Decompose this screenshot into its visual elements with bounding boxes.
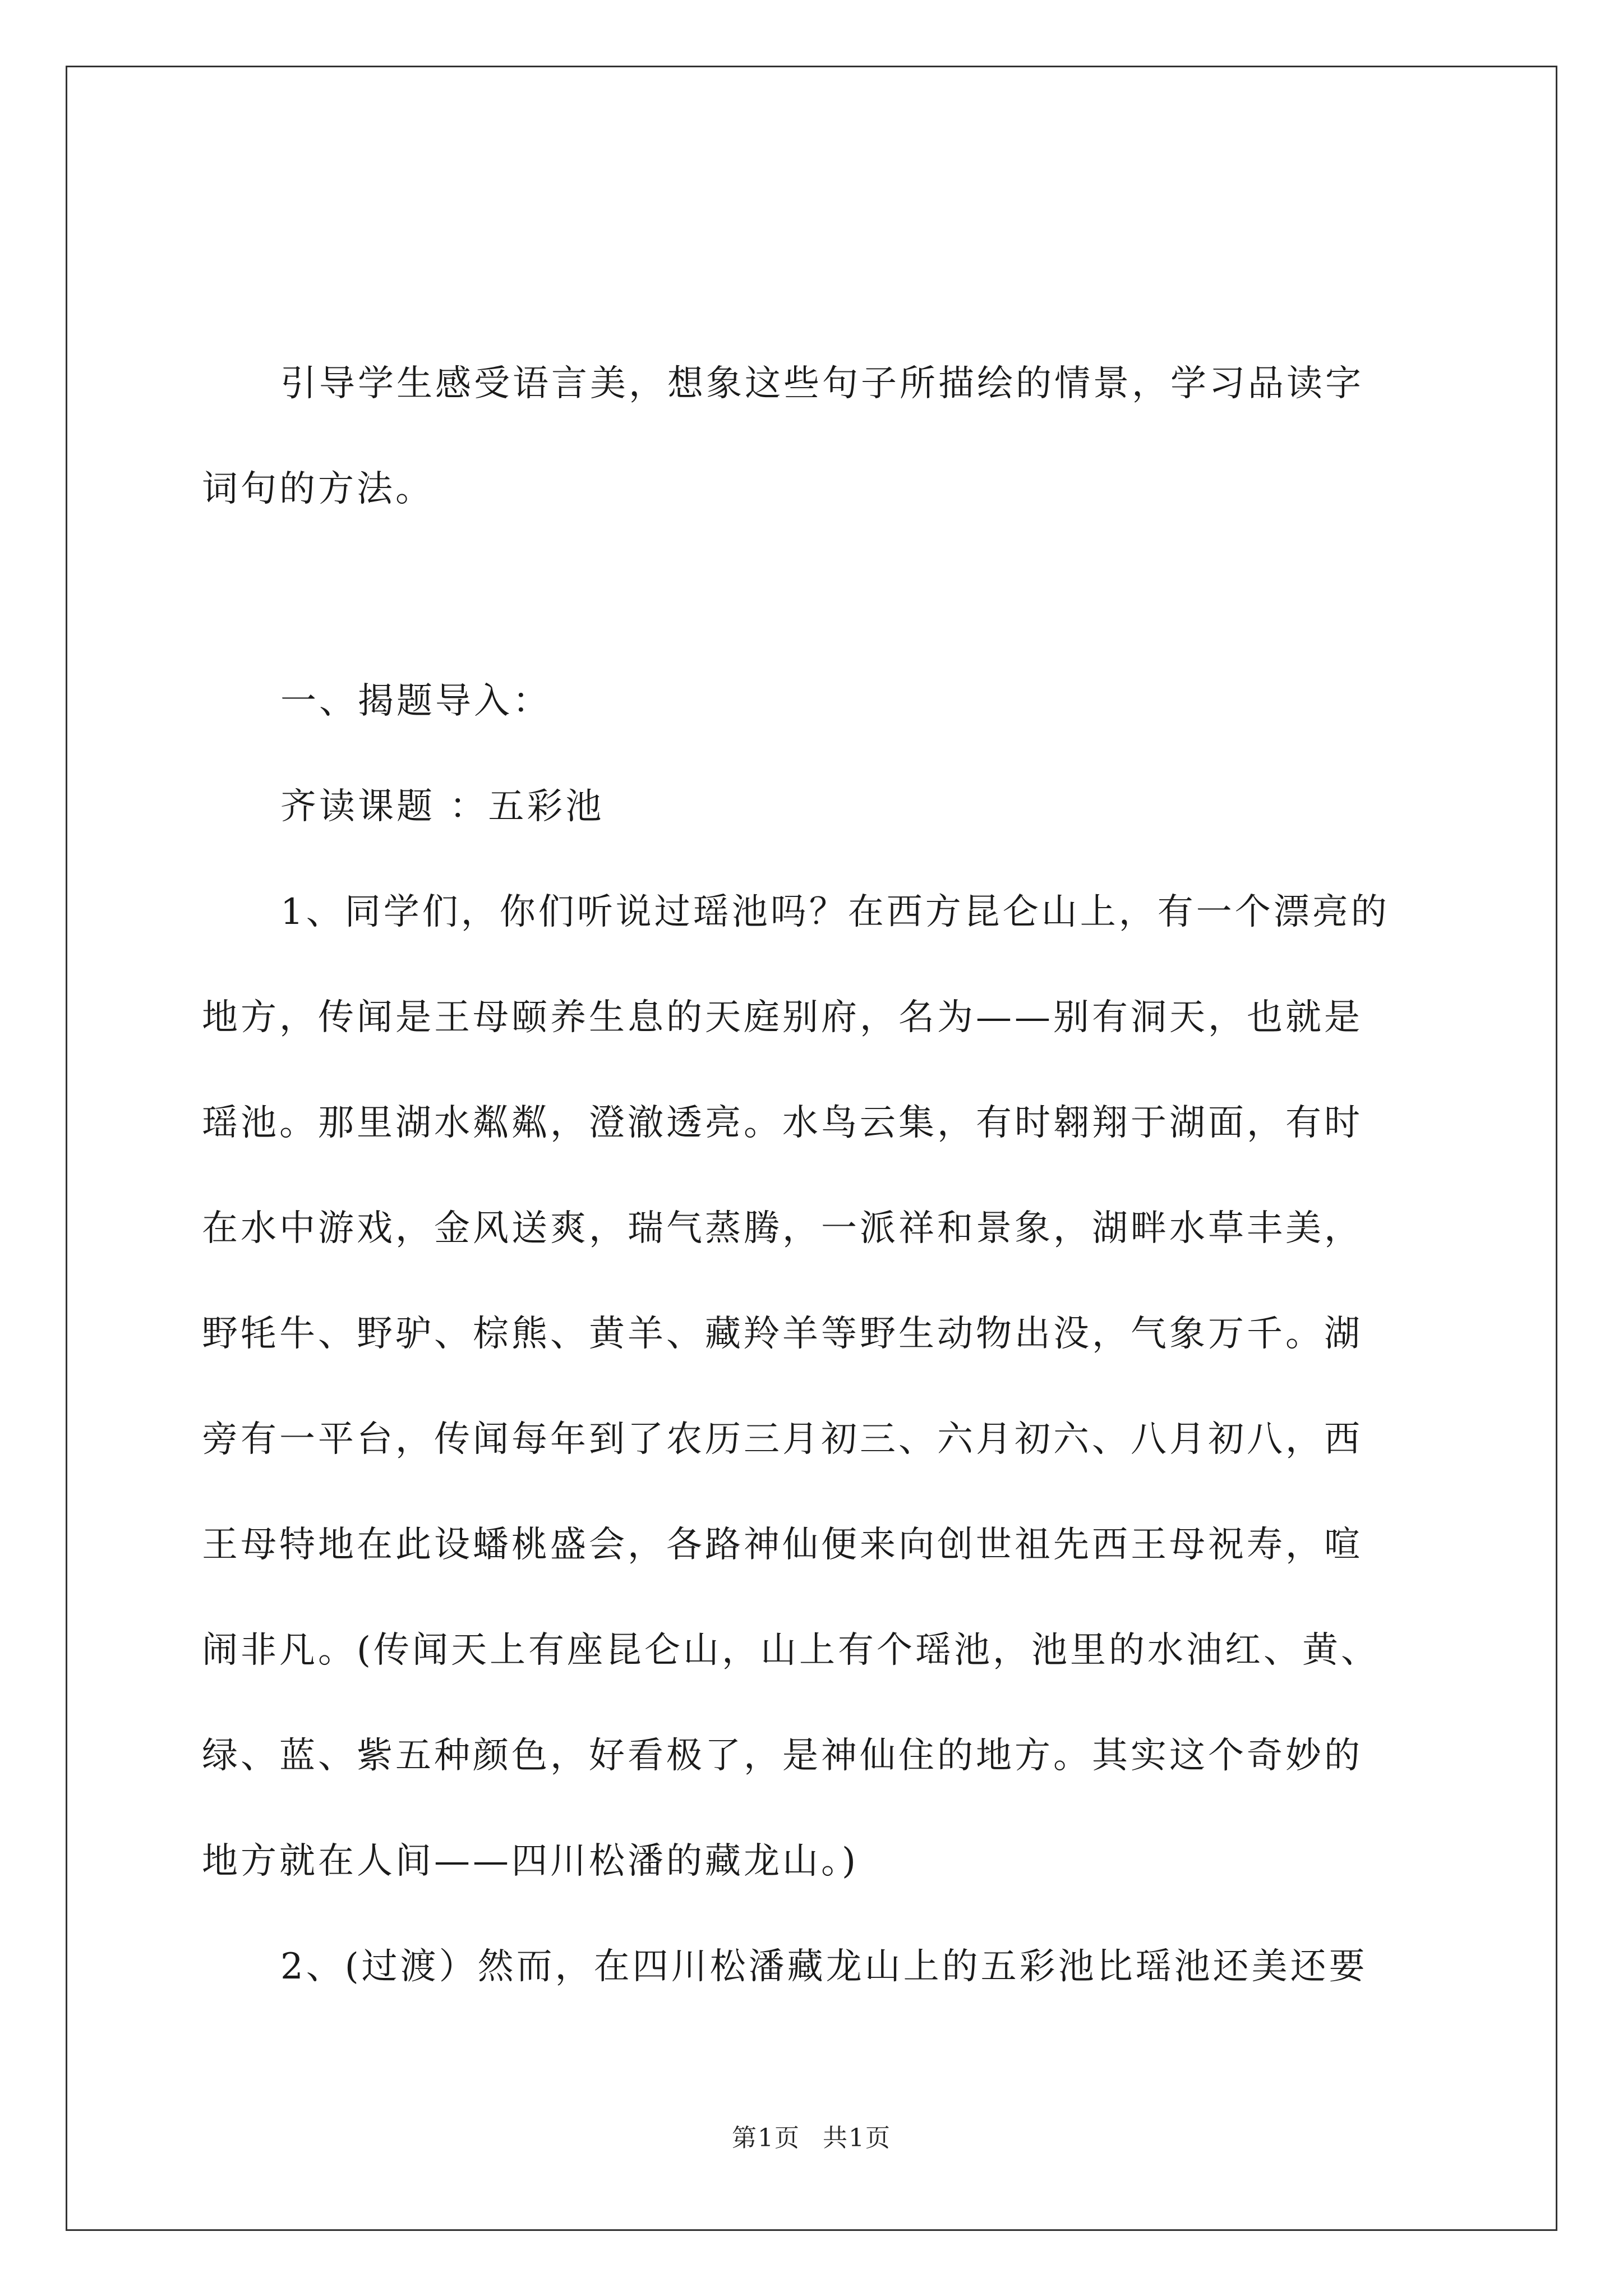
section-heading (202, 648, 1424, 754)
spacer (202, 542, 1424, 648)
page-number-total: 共1页 (823, 2124, 891, 2152)
intro-paragraph (202, 331, 1424, 542)
paragraph-line: 瑶池。那里湖水粼粼，澄澈透亮。水鸟云集，有时翱翔于湖面，有时 (202, 1102, 1363, 1144)
paragraph-2 (202, 1914, 1424, 2019)
paragraph-line: 词句的方法。 (202, 468, 434, 510)
paragraph-line: 2、(过渡）然而，在四川松潘藏龙山上的五彩池比瑶池还美还要 (280, 1946, 1368, 1987)
paragraph-line: 绿、蓝、紫五种颜色，好看极了，是神仙住的地方。其实这个奇妙的 (202, 1735, 1363, 1777)
paragraph-line: 引导学生感受语言美，想象这些句子所描绘的情景，学习品读字 (280, 363, 1364, 404)
reading-title-text: 齐读课题 ：五彩池 (280, 786, 605, 827)
paragraph-line: 地方，传闻是王母颐养生息的天庭别府，名为——别有洞天，也就是 (202, 997, 1363, 1038)
page-number-current: 第1页 (732, 2124, 800, 2152)
section-heading-text: 一、揭题导入： (280, 680, 551, 722)
page-footer (0, 2118, 1623, 2154)
paragraph-line: 闹非凡。(传闻天上有座昆仑山，山上有个瑶池，池里的水油红、黄、 (202, 1630, 1380, 1671)
document-body (202, 331, 1424, 2019)
paragraph-line: 王母特地在此设蟠桃盛会，各路神仙便来向创世祖先西王母祝寿，喧 (202, 1524, 1363, 1566)
paragraph-line: 旁有一平台，传闻每年到了农历三月初三、六月初六、八月初八，西 (202, 1419, 1363, 1460)
paragraph-1 (202, 859, 1424, 1914)
paragraph-line: 在水中游戏，金风送爽，瑞气蒸腾，一派祥和景象，湖畔水草丰美， (202, 1208, 1363, 1249)
paragraph-line: 地方就在人间——四川松潘的藏龙山。) (202, 1841, 859, 1882)
paragraph-line: 野牦牛、野驴、棕熊、黄羊、藏羚羊等野生动物出没，气象万千。湖 (202, 1313, 1363, 1355)
paragraph-line: 1、同学们，你们听说过瑶池吗？在西方昆仑山上，有一个漂亮的 (280, 891, 1390, 933)
reading-title (202, 754, 1424, 859)
